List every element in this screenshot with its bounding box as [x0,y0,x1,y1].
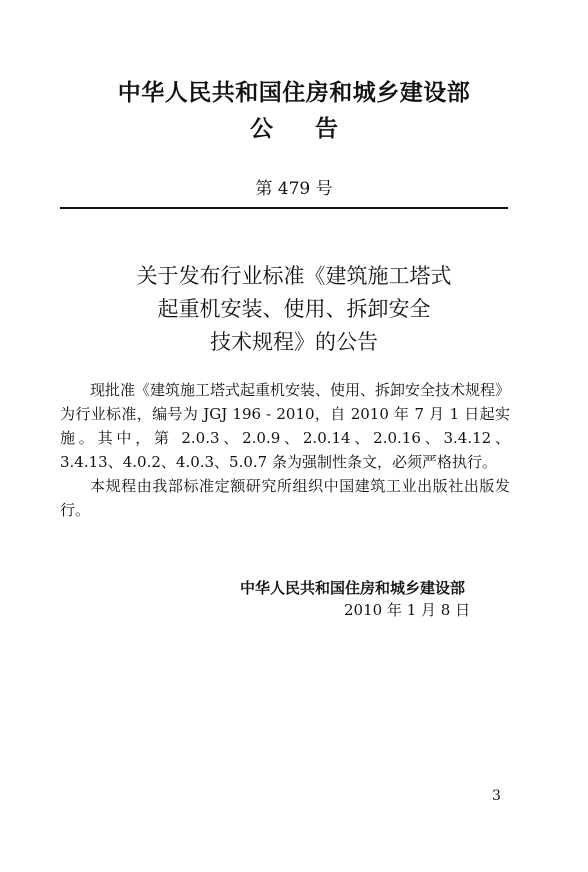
signature-date: 2010 年 1 月 8 日 [344,601,471,619]
issuing-authority-heading: 中华人民共和国住房和城乡建设部 [117,80,471,106]
subject-line: 起重机安装、使用、拆卸安全 [157,297,431,321]
subject-line: 技术规程》的公告 [210,330,378,354]
subject-line: 关于发布行业标准《建筑施工塔式 [136,264,452,288]
notice-body [60,378,510,522]
notice-subject [0,260,588,359]
body-paragraph: 现批准《建筑施工塔式起重机安装、使用、拆卸安全技术规程》为行业标准，编号为 JGJ 196 - 2010，自 2010 年 7 月 1 日起实施。其中，第 2.0.3、2.0.9、2.0.14、2.0.16、3.4.12、3.4.13、4.0.2、4.0.3、5.0.7 条为强制性条文，必须严格执行。 [60,381,511,471]
body-paragraph: 本规程由我部标准定额研究所组织中国建筑工业出版社出版发行。 [60,477,510,519]
page-number: 3 [492,788,501,804]
notice-heading: 公告 [250,116,380,142]
header-divider [60,207,508,209]
document-number: 第 479 号 [255,179,333,199]
signature-issuer: 中华人民共和国住房和城乡建设部 [240,579,466,597]
